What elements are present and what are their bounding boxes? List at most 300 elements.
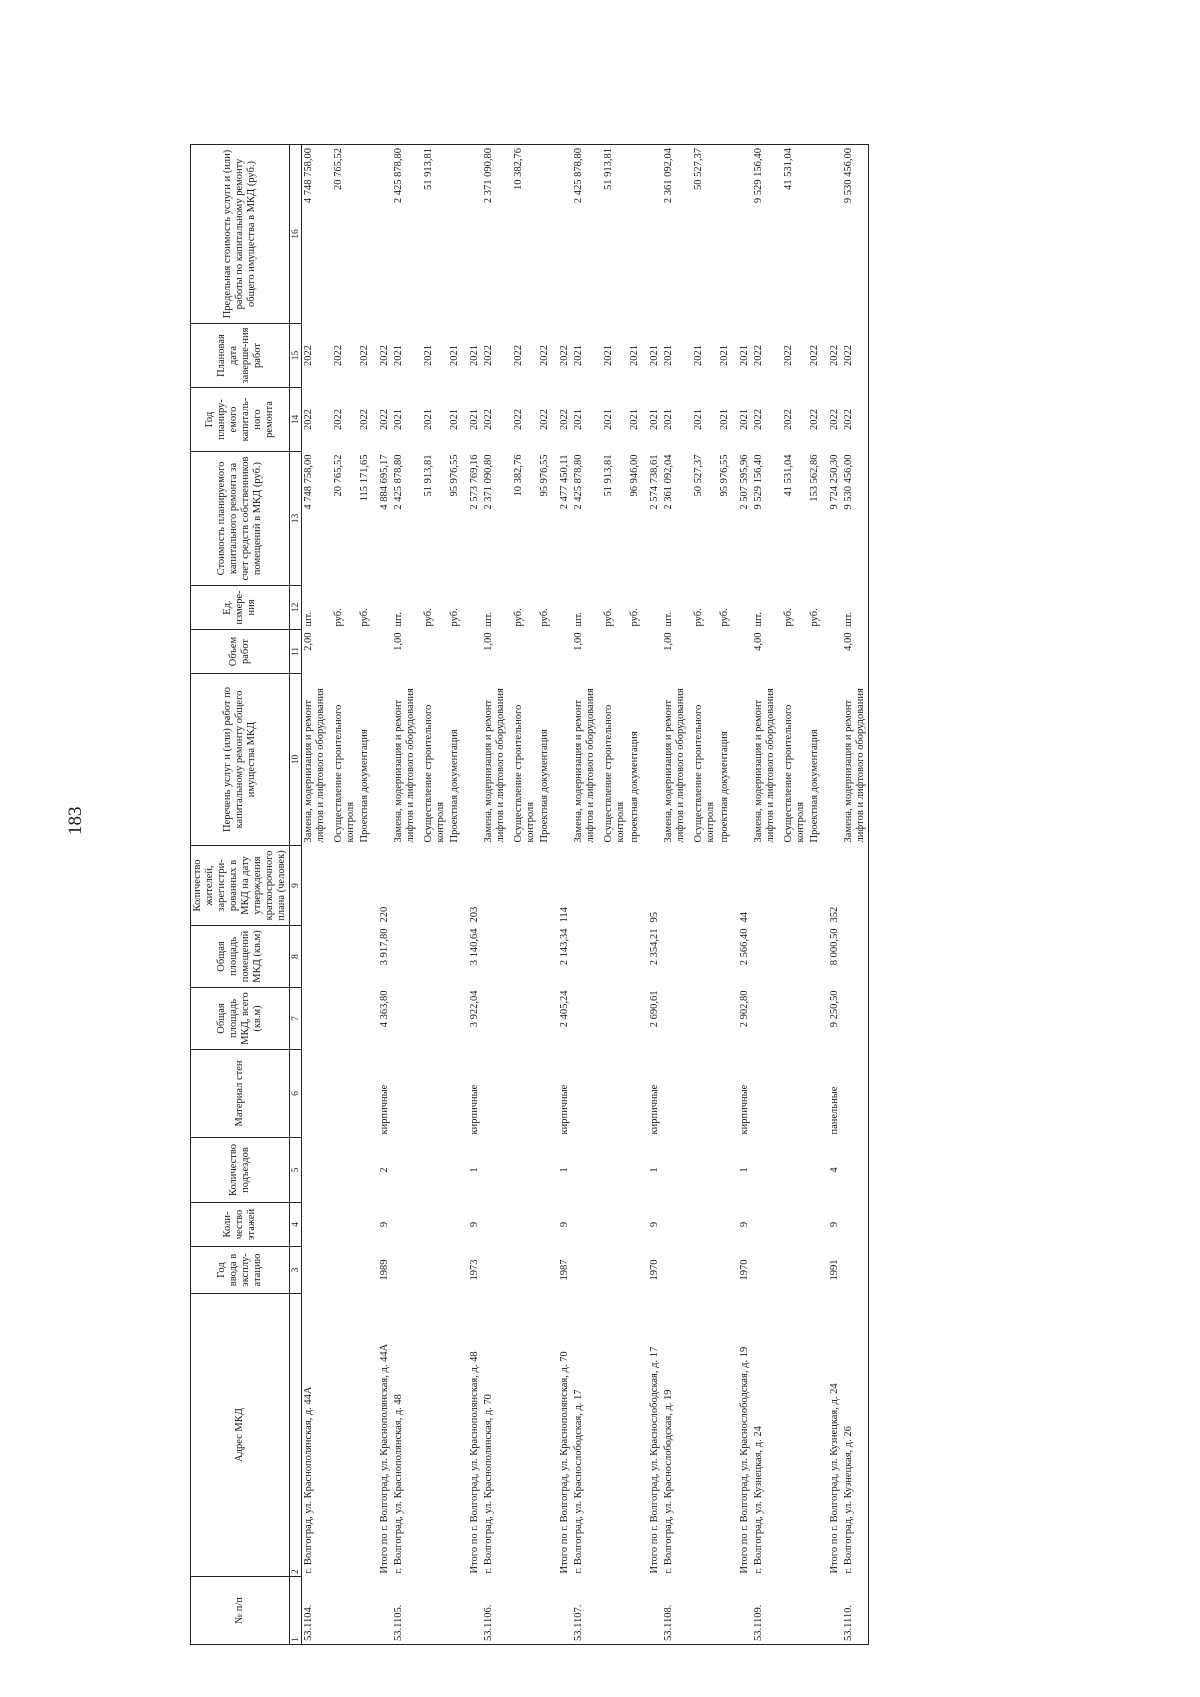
table-cell: 2022 [783, 409, 794, 430]
table-cell: 10 382,76 [508, 145, 538, 324]
table-cell [598, 630, 628, 674]
table-cell [732, 1577, 752, 1645]
table-cell [752, 1138, 778, 1203]
table-cell: 352 [829, 906, 840, 923]
table-cell: Осуществление строительного контроля [333, 704, 356, 843]
table-cell: Осуществление строительного контроля [603, 704, 626, 843]
table-cell: 9 [379, 1221, 390, 1228]
total-row [372, 145, 392, 1645]
table-row [752, 145, 778, 1645]
table-cell [418, 630, 448, 674]
table-cell [302, 1050, 329, 1138]
column-header-10: Перечень услуг и (или) работ по капитальному ремонту общего имущества МКД [191, 674, 290, 846]
table-cell: 9 [649, 1221, 660, 1228]
table-cell [718, 1247, 732, 1294]
table-cell [718, 1577, 732, 1645]
table-cell [482, 1203, 508, 1247]
table-cell [328, 846, 358, 926]
table-cell: 2021 [469, 409, 480, 430]
table-cell: 51 913,81 [418, 145, 448, 324]
table-cell [482, 988, 508, 1050]
table-cell: 53.1105. [392, 1577, 418, 1645]
table-cell [448, 846, 462, 926]
table-cell [842, 1247, 869, 1294]
table-cell: 95 976,55 [539, 454, 550, 497]
table-cell [482, 1050, 508, 1138]
table-cell [508, 1294, 538, 1577]
table-cell: шт. [393, 611, 404, 627]
column-number-16: 16 [290, 145, 302, 324]
column-header-4: Коли-чество этажей [191, 1203, 290, 1247]
table-cell [808, 1247, 822, 1294]
table-cell [628, 145, 642, 324]
table-cell [302, 1203, 329, 1247]
table-cell [448, 988, 462, 1050]
table-cell: 2 [379, 1167, 390, 1173]
table-cell: руб. [783, 608, 794, 627]
table-cell [778, 630, 808, 674]
table-cell: руб. [449, 608, 460, 627]
table-cell [808, 1050, 822, 1138]
table-cell [842, 1138, 869, 1203]
table-cell [752, 1050, 778, 1138]
table-cell [572, 1203, 598, 1247]
table-cell: 2022 [333, 345, 344, 366]
table-cell: 41 531,04 [783, 454, 794, 497]
table-cell [328, 1138, 358, 1203]
table-cell [778, 1203, 808, 1247]
table-cell: г. Волгоград, ул. Краснополянская, д. 70 [483, 1394, 494, 1574]
column-number-2: 2 [290, 1294, 302, 1577]
table-cell [302, 926, 329, 988]
table-cell: кирпичные [379, 1084, 390, 1135]
table-cell: 9 250,50 [829, 990, 840, 1028]
table-cell [482, 846, 508, 926]
repair-plan-table [190, 144, 869, 1645]
table-cell: 9 530 456,00 [842, 452, 869, 586]
table-cell: 4,00 [842, 630, 869, 674]
column-header-2: Адрес МКД [191, 1294, 290, 1577]
table-cell: 2 405,24 [559, 990, 570, 1028]
table-cell [392, 926, 418, 988]
table-cell [552, 145, 572, 324]
table-header [191, 145, 302, 1645]
table-row [448, 145, 462, 1645]
table-cell: 95 976,55 [449, 454, 460, 497]
table-row [718, 145, 732, 1645]
table-cell [572, 1050, 598, 1138]
table-cell [598, 988, 628, 1050]
table-cell [448, 1138, 462, 1203]
column-number-6: 6 [290, 1050, 302, 1138]
table-cell: Итого по г. Волгоград, ул. Краснополянская, д. 44А [379, 1343, 390, 1574]
table-row [628, 145, 642, 1645]
table-cell: 4 363,80 [379, 990, 390, 1028]
table-cell: 2022 [829, 409, 840, 430]
column-number-10: 10 [290, 674, 302, 846]
table-cell: 2022 [303, 409, 314, 430]
table-cell [752, 846, 778, 926]
table-cell [358, 1050, 372, 1138]
table-row [572, 145, 598, 1645]
table-cell: 9 [829, 1221, 840, 1228]
table-cell [718, 988, 732, 1050]
table-cell [448, 1577, 462, 1645]
table-cell [372, 674, 392, 846]
table-cell: 20 765,52 [333, 454, 344, 497]
table-cell: 2021 [573, 409, 584, 430]
table-cell [508, 988, 538, 1050]
table-cell: 51 913,81 [423, 454, 434, 497]
table-cell: Итого по г. Волгоград, ул. Краснослободская, д. 17 [649, 1346, 660, 1574]
table-cell: 1 [649, 1167, 660, 1173]
table-cell [778, 1050, 808, 1138]
table-cell: шт. [573, 611, 584, 627]
table-cell [418, 1203, 448, 1247]
table-cell [462, 145, 482, 324]
table-cell [418, 988, 448, 1050]
table-row [302, 145, 329, 1645]
table-cell: г. Волгоград, ул. Краснослободская, д. 19 [663, 1389, 674, 1574]
table-cell: 2 690,61 [649, 990, 660, 1028]
table-cell: 2021 [393, 409, 404, 430]
table-cell: 9 724 250,30 [829, 454, 840, 510]
table-cell [508, 1203, 538, 1247]
table-cell [688, 1294, 718, 1577]
table-cell [538, 1203, 552, 1247]
table-cell [572, 926, 598, 988]
table-cell [688, 1203, 718, 1247]
table-cell: 2021 [573, 345, 584, 366]
table-cell: 115 171,65 [359, 454, 370, 502]
table-cell [732, 145, 752, 324]
table-cell: 1970 [649, 1259, 660, 1281]
table-cell: 2021 [449, 409, 460, 430]
table-cell [598, 1203, 628, 1247]
table-cell: руб. [423, 608, 434, 627]
column-header-16: Предельная стоимость услуги и (или) работы по капитальному ремонту общего имущества в МКД (руб.) [191, 145, 290, 324]
table-cell: 2022 [539, 409, 550, 430]
table-cell [358, 1203, 372, 1247]
table-cell: 1 [559, 1167, 570, 1173]
table-cell: руб. [539, 608, 550, 627]
table-cell: 96 946,00 [629, 454, 640, 497]
table-cell: кирпичные [469, 1084, 480, 1135]
table-cell [662, 926, 688, 988]
table-body [302, 145, 869, 1645]
column-header-15: Плановая дата заверше-ния работ [191, 324, 290, 388]
table-cell [808, 926, 822, 988]
column-number-11: 11 [290, 630, 302, 674]
table-row [482, 145, 508, 1645]
table-cell [752, 1247, 778, 1294]
table-cell [418, 846, 448, 926]
table-cell [842, 1203, 869, 1247]
table-cell [538, 630, 552, 674]
page-number: 183 [65, 806, 86, 835]
table-cell [572, 988, 598, 1050]
table-cell [688, 988, 718, 1050]
table-cell [642, 674, 662, 846]
table-cell: шт. [842, 586, 869, 630]
table-cell [448, 145, 462, 324]
table-cell: 9 [559, 1221, 570, 1228]
table-cell [808, 846, 822, 926]
table-cell [732, 586, 752, 630]
column-number-13: 13 [290, 452, 302, 586]
table-cell: 2021 [649, 409, 660, 430]
table-cell [552, 674, 572, 846]
table-cell [662, 1247, 688, 1294]
table-cell [752, 926, 778, 988]
total-row [822, 145, 842, 1645]
table-cell [418, 1138, 448, 1203]
table-cell: 53.1109. [752, 1577, 778, 1645]
table-cell: Проектная документация [809, 729, 820, 843]
table-cell: 2022 [809, 345, 820, 366]
table-cell: 2022 [842, 324, 869, 388]
table-cell [822, 674, 842, 846]
table-cell [808, 1577, 822, 1645]
table-cell [418, 1050, 448, 1138]
table-cell: 9 [469, 1221, 480, 1228]
table-row [842, 145, 869, 1645]
table-cell: 2 425 878,80 [573, 454, 584, 510]
table-cell [372, 586, 392, 630]
table-cell: Проектная документация [449, 729, 460, 843]
table-cell: 2022 [753, 345, 764, 366]
table-cell: 1987 [559, 1259, 570, 1281]
table-cell [642, 1577, 662, 1645]
table-cell: 2022 [513, 409, 524, 430]
table-row [688, 145, 718, 1645]
table-cell [732, 674, 752, 846]
table-cell [358, 1138, 372, 1203]
table-cell: 2 361 092,04 [663, 454, 674, 510]
table-cell [808, 630, 822, 674]
table-cell [358, 1294, 372, 1577]
table-cell [598, 1138, 628, 1203]
table-cell [482, 926, 508, 988]
table-cell [328, 1203, 358, 1247]
table-cell [508, 1247, 538, 1294]
table-cell: 2021 [719, 345, 730, 366]
table-cell: 2022 [783, 345, 794, 366]
table-cell: Итого по г. Волгоград, ул. Краснополянская, д. 48 [469, 1351, 480, 1574]
table-cell: 2 425 878,80 [392, 145, 418, 324]
table-cell [808, 1203, 822, 1247]
table-cell [662, 1203, 688, 1247]
table-cell: 4 748 758,00 [303, 454, 314, 510]
table-cell [538, 1050, 552, 1138]
table-cell: 2021 [649, 345, 660, 366]
table-cell [822, 1577, 842, 1645]
table-cell: 2 574 738,61 [649, 454, 660, 510]
table-cell [328, 1577, 358, 1645]
table-cell [778, 1247, 808, 1294]
table-cell: Замена, модернизация и ремонт лифтов и лифтового оборудования [483, 688, 506, 843]
table-cell [642, 586, 662, 630]
column-number-3: 3 [290, 1247, 302, 1294]
table-cell [718, 630, 732, 674]
table-cell [418, 1247, 448, 1294]
table-cell [662, 846, 688, 926]
table-cell [448, 1203, 462, 1247]
table-cell [392, 988, 418, 1050]
table-cell [418, 926, 448, 988]
table-cell [372, 145, 392, 324]
table-cell [808, 1294, 822, 1577]
table-cell [462, 1577, 482, 1645]
table-cell [688, 926, 718, 988]
table-cell: 2021 [693, 409, 704, 430]
table-cell [448, 630, 462, 674]
table-row [418, 145, 448, 1645]
table-cell [302, 1138, 329, 1203]
table-cell [662, 1050, 688, 1138]
table-cell [302, 1247, 329, 1294]
table-cell: 2021 [629, 409, 640, 430]
table-cell [552, 586, 572, 630]
table-cell: Замена, модернизация и ремонт лифтов и лифтового оборудования [393, 688, 416, 843]
table-cell: 2021 [739, 345, 750, 366]
column-header-9: Количество жителей, зарегистри-рованных в МКД на дату утверждения краткосрочного плана (человек) [191, 846, 290, 926]
table-cell: 53.1106. [482, 1577, 508, 1645]
table-cell: 220 [379, 906, 390, 923]
table-cell [552, 1577, 572, 1645]
table-cell [808, 1138, 822, 1203]
table-cell: 9 [739, 1221, 750, 1228]
table-cell: 51 913,81 [598, 145, 628, 324]
table-row [538, 145, 552, 1645]
column-number-15: 15 [290, 324, 302, 388]
table-cell: 1991 [829, 1259, 840, 1281]
table-row [358, 145, 372, 1645]
table-cell [718, 1050, 732, 1138]
table-cell [508, 1050, 538, 1138]
table-cell [718, 1138, 732, 1203]
table-cell: 2 425 878,80 [572, 145, 598, 324]
table-cell [572, 1138, 598, 1203]
table-cell [448, 1050, 462, 1138]
table-cell: 2021 [663, 345, 674, 366]
table-cell [752, 1203, 778, 1247]
table-cell [358, 846, 372, 926]
table-cell: кирпичные [739, 1084, 750, 1135]
table-cell: 8 000,50 [829, 928, 840, 966]
table-cell [808, 145, 822, 324]
table-cell: руб. [513, 608, 524, 627]
table-cell: 4,00 [753, 632, 764, 651]
table-cell: 2021 [393, 345, 404, 366]
column-header-6: Материал стен [191, 1050, 290, 1138]
table-cell [598, 1577, 628, 1645]
table-cell: 53.1104. [302, 1577, 329, 1645]
table-cell [642, 630, 662, 674]
table-cell: 2022 [753, 409, 764, 430]
table-cell: 2021 [449, 345, 460, 366]
table-cell: 2 425 878,80 [393, 454, 404, 510]
table-cell [718, 1203, 732, 1247]
table-cell: 2022 [809, 409, 820, 430]
table-cell: 1,00 [663, 632, 674, 651]
table-cell [358, 145, 372, 324]
column-header-5: Количество подъездов [191, 1138, 290, 1203]
table-cell [302, 988, 329, 1050]
table-cell [462, 586, 482, 630]
table-cell: руб. [629, 608, 640, 627]
table-cell: 10 382,76 [513, 454, 524, 497]
table-cell: г. Волгоград, ул. Кузнецкая, д. 24 [753, 1426, 764, 1574]
table-cell: шт. [483, 611, 494, 627]
table-cell [358, 988, 372, 1050]
table-cell: Замена, модернизация и ремонт лифтов и лифтового оборудования [573, 688, 596, 843]
table-cell [718, 1294, 732, 1577]
table-cell: кирпичные [559, 1084, 570, 1135]
table-cell [482, 1247, 508, 1294]
table-cell: 2021 [693, 345, 704, 366]
table-cell [842, 988, 869, 1050]
table-cell: 2 361 092,04 [662, 145, 688, 324]
table-row [808, 145, 822, 1645]
table-cell: 2021 [603, 409, 614, 430]
table-cell: 2022 [829, 345, 840, 366]
table-cell [508, 926, 538, 988]
column-header-13: Стоимость планируемого капитального ремонта за счет средств собственников помещений в МКД (руб.) [191, 452, 290, 586]
table-cell: 2 143,34 [559, 928, 570, 966]
table-cell: 2022 [559, 345, 570, 366]
table-cell [358, 1577, 372, 1645]
table-cell [328, 1050, 358, 1138]
table-cell: 2 902,80 [739, 990, 750, 1028]
table-cell: 9 530 456,00 [842, 145, 869, 324]
table-cell [778, 846, 808, 926]
table-cell: 2 477 450,11 [559, 454, 570, 510]
column-number-9: 9 [290, 846, 302, 926]
table-cell: 2022 [842, 388, 869, 452]
table-cell [392, 846, 418, 926]
column-number-7: 7 [290, 988, 302, 1050]
table-cell: Замена, модернизация и ремонт лифтов и лифтового оборудования [663, 688, 686, 843]
table-cell: Итого по г. Волгоград, ул. Кузнецкая, д. 24 [829, 1383, 840, 1574]
table-cell [778, 1577, 808, 1645]
table-cell: 2022 [359, 409, 370, 430]
total-row [462, 145, 482, 1645]
table-cell: 2022 [539, 345, 550, 366]
table-cell [552, 630, 572, 674]
table-cell: 203 [469, 906, 480, 923]
table-cell [538, 846, 552, 926]
table-cell [392, 1050, 418, 1138]
table-cell: 95 [649, 912, 660, 923]
table-row [598, 145, 628, 1645]
table-cell [628, 1203, 642, 1247]
table-cell: г. Волгоград, ул. Краснослободская, д. 17 [573, 1389, 584, 1574]
table-cell [598, 926, 628, 988]
table-cell [628, 1138, 642, 1203]
table-cell: 95 976,55 [719, 454, 730, 497]
table-cell: 44 [739, 912, 750, 923]
table-cell [628, 1050, 642, 1138]
table-cell: кирпичные [649, 1084, 660, 1135]
rotated-table-sheet [190, 145, 1200, 1645]
table-cell [688, 846, 718, 926]
table-cell [538, 1247, 552, 1294]
table-cell: Итого по г. Волгоград, ул. Краснополянская, д. 70 [559, 1351, 570, 1574]
table-cell: 50 527,37 [693, 454, 704, 497]
table-cell [358, 926, 372, 988]
table-cell: 9 529 156,40 [753, 454, 764, 510]
